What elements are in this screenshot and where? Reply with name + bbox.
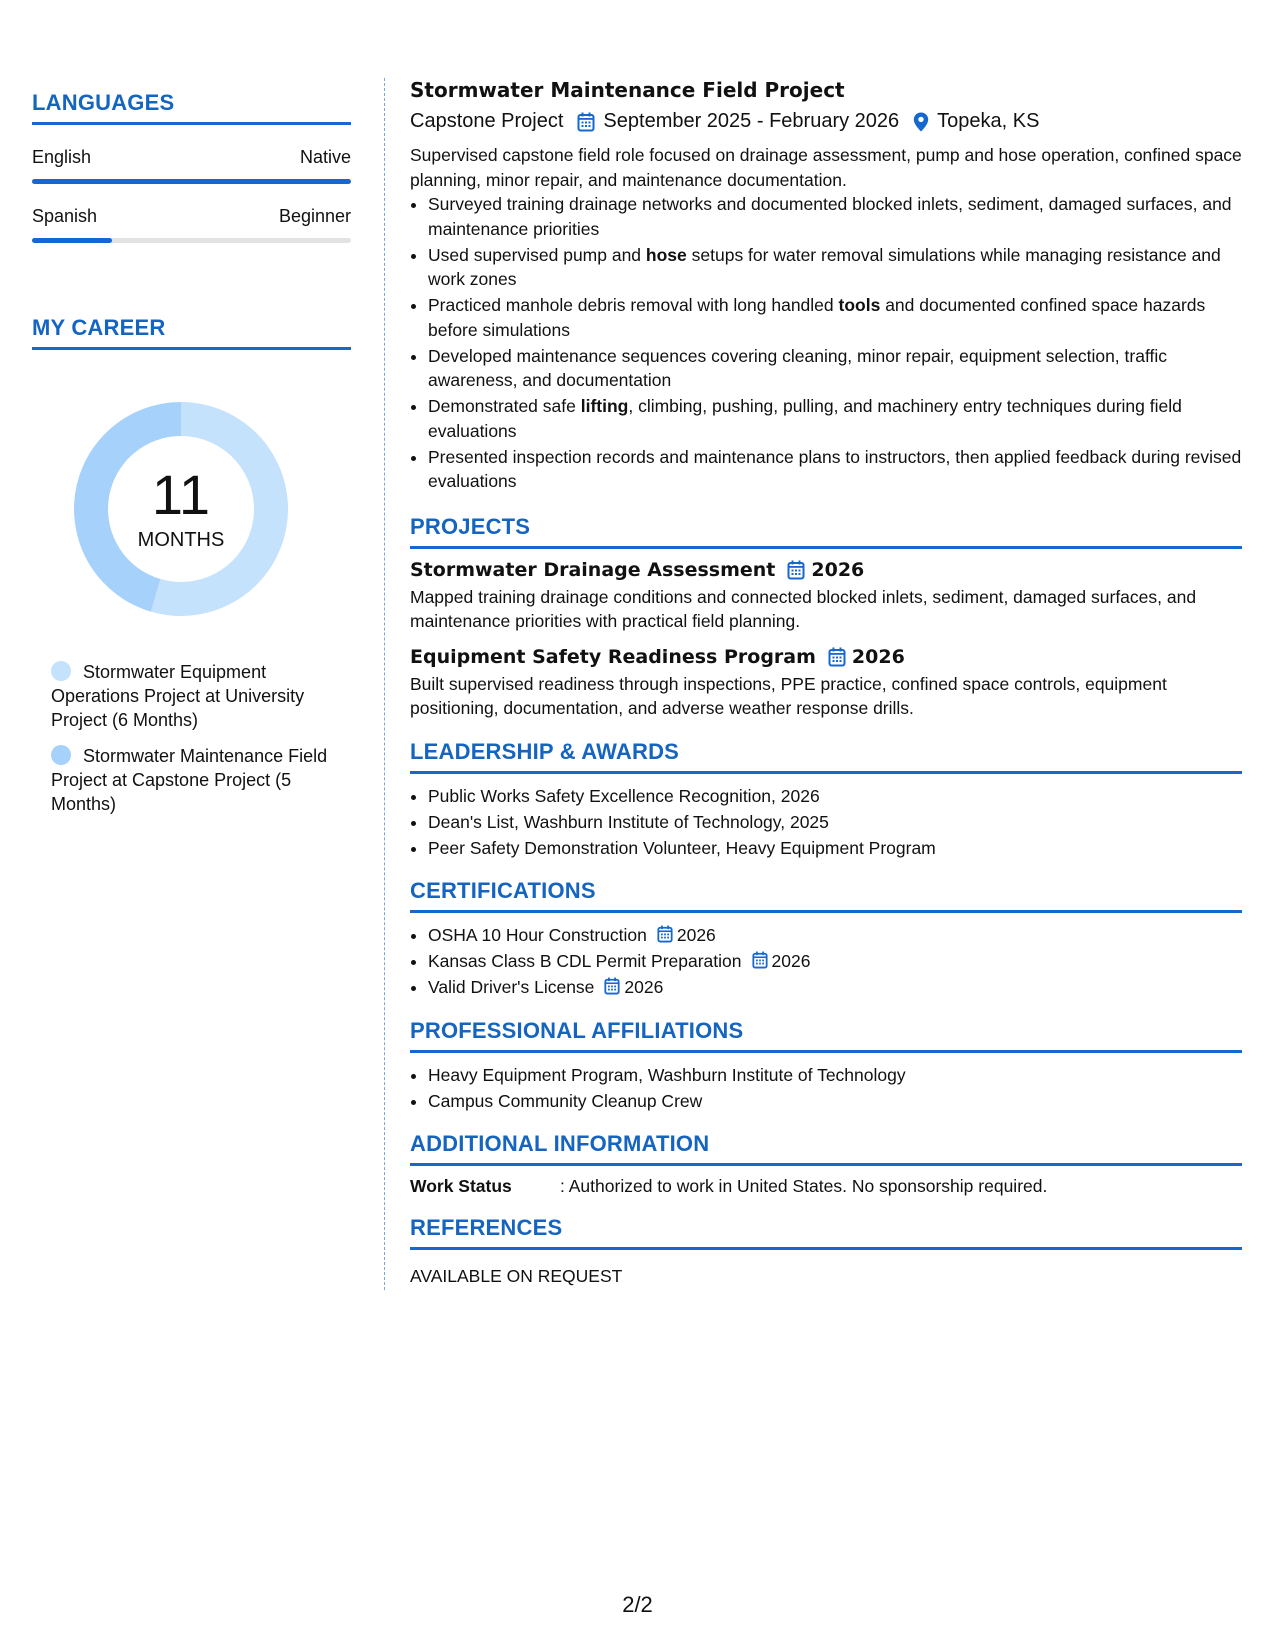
language-name: Spanish (32, 206, 98, 226)
column-divider (384, 78, 385, 1290)
experience-location: Topeka, KS (937, 110, 1040, 132)
references-section (410, 1215, 1242, 1289)
calendar-icon (604, 977, 620, 995)
project-description: Built supervised readiness through inspections, PPE practice, confined space controls, equipment positioning, documentation, and adverse weather response drills. (410, 673, 1167, 718)
main-content (410, 78, 1242, 1289)
affiliations-section (410, 1018, 1242, 1114)
experience-meta (410, 110, 1242, 133)
calendar-icon (787, 560, 805, 580)
calendar-icon (577, 112, 595, 132)
language-item-english (32, 147, 351, 184)
work-status-value: : Authorized to work in United States. No sponsorship required. (560, 1176, 1048, 1196)
experience-bullet: • Developed maintenance sequences covering cleaning, minor repair, equipment selection, traffic awareness, and documentation (428, 344, 1242, 393)
career-legend (32, 660, 351, 816)
certification-item: • Valid Driver's License 2026 (428, 975, 1242, 1000)
certifications-title: CERTIFICATIONS (410, 878, 1242, 913)
language-proficiency-bar (32, 179, 351, 184)
leadership-title: LEADERSHIP & AWARDS (410, 739, 1242, 774)
career-total (66, 394, 296, 624)
work-status-label: Work Status (410, 1176, 512, 1196)
language-proficiency-fill (32, 179, 351, 184)
experience-summary: Supervised capstone field role focused on drainage assessment, pump and hose operation, confined space planning, minor repair, and maintenance documentation. (410, 145, 1242, 190)
legend-dot-icon (51, 745, 71, 765)
project-year: 2026 (811, 558, 865, 581)
additional-title: ADDITIONAL INFORMATION (410, 1131, 1242, 1166)
career-legend-item (51, 744, 351, 816)
projects-title: PROJECTS (410, 514, 1242, 549)
calendar-icon (657, 925, 673, 943)
leadership-item: • Peer Safety Demonstration Volunteer, Heavy Equipment Program (428, 836, 1242, 861)
career-total-number: 11 (151, 462, 211, 526)
experience-bullet: • Presented inspection records and maintenance plans to instructors, then applied feedback during revised evaluations (428, 445, 1242, 494)
project-item (410, 646, 1242, 721)
affiliations-list (410, 1063, 1242, 1114)
career-legend-label: Stormwater Maintenance Field Project at Capstone Project (5 Months) (51, 746, 328, 814)
leadership-item: • Public Works Safety Excellence Recognition, 2026 (428, 784, 1242, 809)
leadership-list (410, 784, 1242, 861)
page-number: 2/2 (622, 1592, 653, 1617)
experience-org: Capstone Project (410, 110, 564, 132)
career-total-unit: MONTHS (137, 528, 225, 551)
work-status (410, 1176, 1242, 1197)
language-level: Native (299, 147, 351, 167)
experience-bullet: • Practiced manhole debris removal with long handled tools and documented confined space hazards before simulations (428, 293, 1242, 342)
projects-section (410, 514, 1242, 721)
experience-bullet: • Demonstrated safe lifting, climbing, pushing, pulling, and machinery entry techniques during field evaluations (428, 394, 1242, 443)
certifications-section (410, 878, 1242, 1000)
experience-role: Stormwater Maintenance Field Project (410, 78, 845, 102)
references-title: REFERENCES (410, 1215, 1242, 1250)
legend-dot-icon (51, 661, 71, 681)
project-year: 2026 (851, 645, 905, 668)
language-level: Beginner (278, 206, 351, 226)
language-proficiency-bar (32, 238, 351, 243)
map-pin-icon (913, 112, 929, 132)
language-item-spanish (32, 206, 351, 243)
leadership-section (410, 739, 1242, 861)
career-legend-item (51, 660, 351, 732)
experience-bullets (410, 192, 1242, 494)
calendar-icon (828, 647, 846, 667)
affiliations-title: PROFESSIONAL AFFILIATIONS (410, 1018, 1242, 1053)
career-donut-chart (66, 394, 296, 624)
experience-dates: September 2025 - February 2026 (603, 110, 900, 132)
languages-title: LANGUAGES (32, 90, 351, 125)
project-description: Mapped training drainage conditions and connected blocked inlets, sediment, damaged surfaces, and maintenance priorities with practical field planning. (410, 586, 1197, 631)
affiliation-item: • Campus Community Cleanup Crew (428, 1089, 1242, 1114)
project-name: Equipment Safety Readiness Program (410, 645, 816, 668)
references-text: AVAILABLE ON REQUEST (410, 1266, 623, 1286)
project-name: Stormwater Drainage Assessment (410, 558, 776, 581)
language-name: English (32, 147, 92, 167)
certification-item: • Kansas Class B CDL Permit Preparation 2026 (428, 949, 1242, 974)
calendar-icon (752, 951, 768, 969)
certifications-list (410, 923, 1242, 1000)
certification-item: • OSHA 10 Hour Construction 2026 (428, 923, 1242, 948)
language-proficiency-fill (32, 238, 112, 243)
additional-section (410, 1131, 1242, 1197)
experience-bullet: • Surveyed training drainage networks and documented blocked inlets, sediment, damaged surfaces, and maintenance priorities (428, 192, 1242, 241)
career-title: MY CAREER (32, 315, 351, 350)
affiliation-item: • Heavy Equipment Program, Washburn Institute of Technology (428, 1063, 1242, 1088)
experience-bullet: • Used supervised pump and hose setups for water removal simulations while managing resistance and work zones (428, 243, 1242, 292)
career-legend-label: Stormwater Equipment Operations Project at University Project (6 Months) (51, 662, 305, 730)
leadership-item: • Dean's List, Washburn Institute of Technology, 2025 (428, 810, 1242, 835)
project-item (410, 559, 1242, 634)
sidebar (32, 90, 351, 828)
